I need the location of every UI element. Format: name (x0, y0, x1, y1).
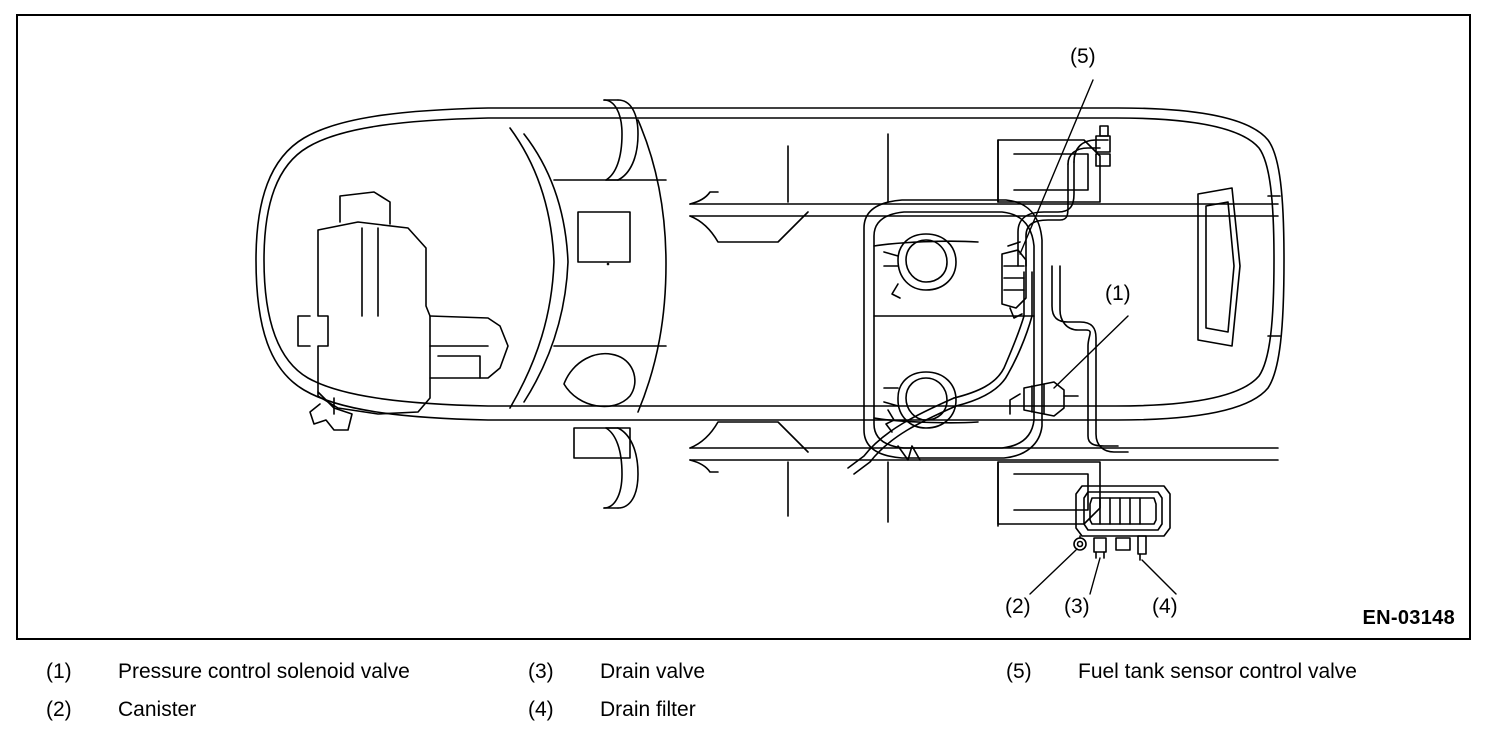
legend-item-5 (1006, 660, 1357, 698)
figure-id-label: EN-03148 (1362, 607, 1455, 629)
callout-5: (5) (1070, 45, 1096, 68)
legend-item-2 (46, 698, 410, 736)
legend-column-3 (1006, 660, 1357, 698)
legend-label: Pressure control solenoid valve (118, 660, 410, 683)
figure-frame (16, 14, 1471, 640)
legend-item-3 (528, 660, 705, 698)
legend-label: Canister (118, 698, 197, 721)
legend-label: Fuel tank sensor control valve (1078, 660, 1357, 683)
callout-2: (2) (1005, 595, 1031, 618)
callout-4: (4) (1152, 595, 1178, 618)
legend (16, 660, 1476, 740)
legend-label: Drain filter (600, 698, 696, 721)
legend-number: (3) (528, 660, 554, 683)
legend-number: (5) (1006, 660, 1032, 683)
callout-3: (3) (1064, 595, 1090, 618)
vehicle-underbody-diagram (18, 16, 1469, 638)
legend-label: Drain valve (600, 660, 706, 683)
legend-number: (1) (46, 660, 72, 683)
callout-1: (1) (1105, 282, 1131, 305)
legend-number: (2) (46, 698, 72, 721)
legend-column-2 (528, 660, 705, 736)
legend-number: (4) (528, 698, 554, 721)
legend-item-4 (528, 698, 705, 736)
legend-item-1 (46, 660, 410, 698)
legend-column-1 (46, 660, 410, 736)
